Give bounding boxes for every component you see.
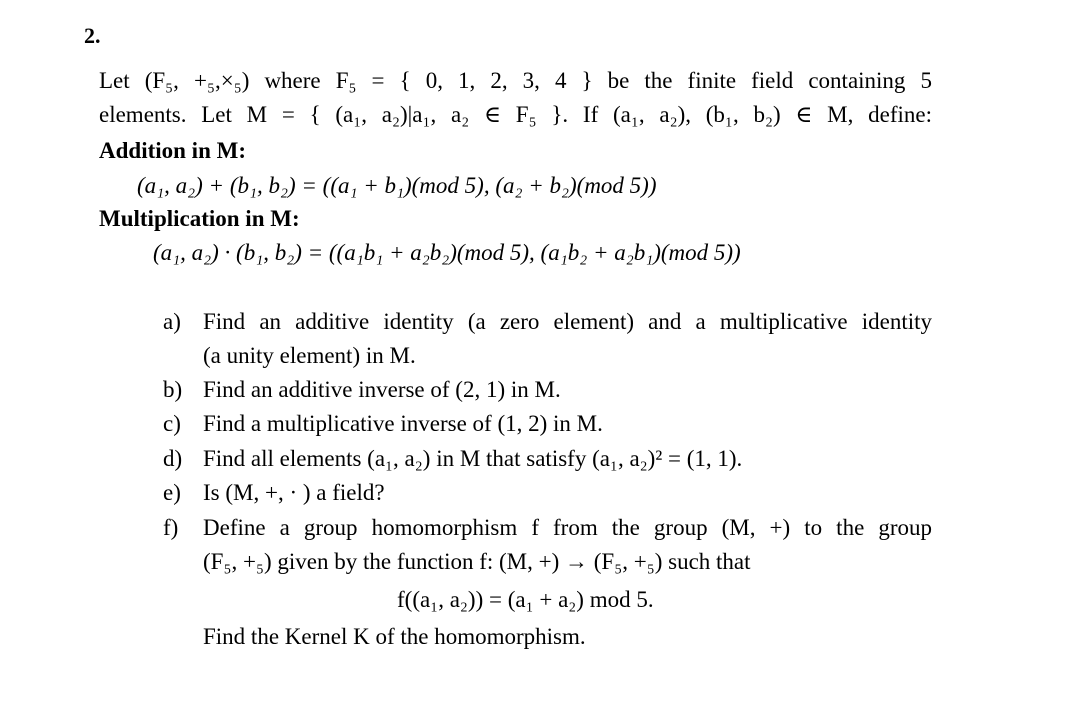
item-e-line-1: Is (M, +, · ) a field?	[203, 480, 385, 505]
item-f-line-2: (F₅, +₅) given by the function f: (M, +) → (F₅, +₅) such that	[203, 549, 751, 574]
item-d-line-1: Find all elements (a₁, a₂) in M that satisfy (a₁, a₂)² = (1, 1).	[203, 446, 743, 471]
item-c-letter: c)	[163, 411, 181, 436]
item-a-line-2: (a unity element) in M.	[203, 343, 416, 368]
intro-line-1: Let (F₅, +₅,×₅) where F₅ = { 0, 1, 2, 3, 4 } be the finite field containing 5	[99, 68, 932, 93]
item-b-line-1: Find an additive inverse of (2, 1) in M.	[203, 377, 561, 402]
item-f-line-4: Find the Kernel K of the homomorphism.	[203, 624, 586, 649]
item-f-letter: f)	[163, 515, 179, 540]
multiplication-formula: (a₁, a₂) · (b₁, b₂) = ((a₁b₁ + a₂b₂)(mod 5), (a₁b₂ + a₂b₁)(mod 5))	[153, 240, 741, 265]
item-d-letter: d)	[163, 446, 183, 471]
addition-formula: (a₁, a₂) + (b₁, b₂) = ((a₁ + b₁)(mod 5), (a₂ + b₂)(mod 5))	[137, 173, 657, 198]
intro-line-2: elements. Let M = { (a₁, a₂)|a₁, a₂ ∈ F₅ }. If (a₁, a₂), (b₁, b₂) ∈ M, define:	[99, 102, 932, 127]
problem-number: 2.	[84, 23, 101, 48]
item-a-letter: a)	[163, 309, 181, 334]
item-f-line-1: Define a group homomorphism f from the group (M, +) to the group	[203, 515, 932, 540]
multiplication-heading: Multiplication in M:	[99, 206, 300, 231]
addition-heading: Addition in M:	[99, 138, 246, 163]
item-e-letter: e)	[163, 480, 181, 505]
item-b-letter: b)	[163, 377, 183, 402]
item-a-line-1: Find an additive identity (a zero element) and a multiplicative identity	[203, 309, 932, 334]
item-f-formula: f((a₁, a₂)) = (a₁ + a₂) mod 5.	[397, 587, 654, 612]
item-c-line-1: Find a multiplicative inverse of (1, 2) in M.	[203, 411, 603, 436]
